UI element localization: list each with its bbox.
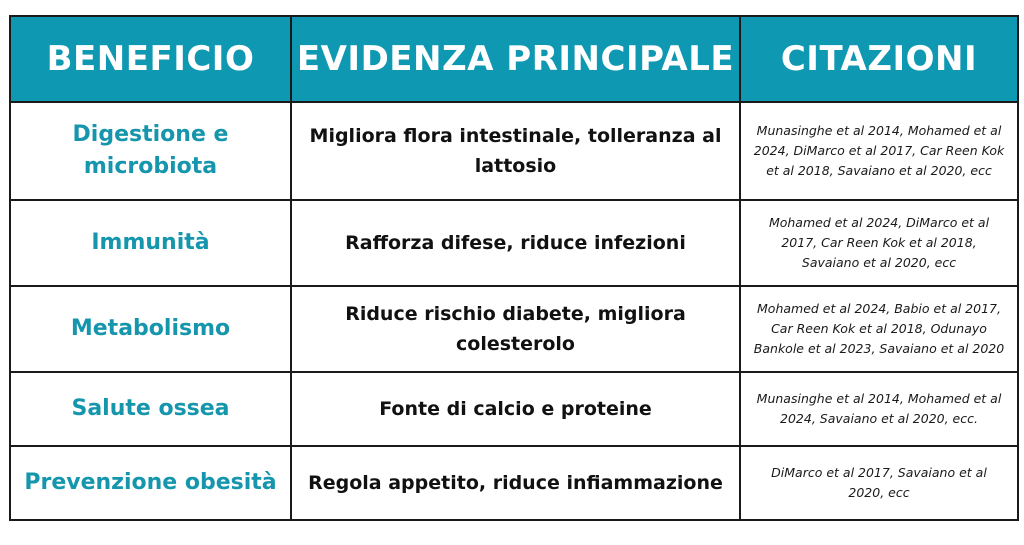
evidence-cell: Regola appetito, riduce infiammazione bbox=[291, 446, 740, 520]
evidence-cell: Fonte di calcio e proteine bbox=[291, 372, 740, 446]
evidence-cell: Riduce rischio diabete, migliora colesterolo bbox=[291, 286, 740, 372]
evidence-cell: Rafforza difese, riduce infezioni bbox=[291, 200, 740, 286]
table-row bbox=[10, 286, 1018, 372]
benefit-cell: Prevenzione obesità bbox=[10, 446, 291, 520]
benefit-cell: Immunità bbox=[10, 200, 291, 286]
benefit-cell: Salute ossea bbox=[10, 372, 291, 446]
table-body bbox=[10, 102, 1018, 520]
citations-cell: Munasinghe et al 2014, Mohamed et al 2024, DiMarco et al 2017, Car Reen Kok et al 2018, Savaiano et al 2020, ecc bbox=[740, 102, 1018, 200]
table-row bbox=[10, 102, 1018, 200]
table-row bbox=[10, 372, 1018, 446]
benefit-cell: Metabolismo bbox=[10, 286, 291, 372]
header-evidenza-principale: EVIDENZA PRINCIPALE bbox=[291, 16, 740, 102]
header-citazioni: CITAZIONI bbox=[740, 16, 1018, 102]
header-beneficio: BENEFICIO bbox=[10, 16, 291, 102]
table-row bbox=[10, 200, 1018, 286]
citations-cell: DiMarco et al 2017, Savaiano et al 2020, ecc bbox=[740, 446, 1018, 520]
citations-cell: Mohamed et al 2024, Babio et al 2017, Car Reen Kok et al 2018, Odunayo Bankole et al 2023, Savaiano et al 2020 bbox=[740, 286, 1018, 372]
table-header bbox=[10, 16, 1018, 102]
table-row bbox=[10, 446, 1018, 520]
citations-cell: Mohamed et al 2024, DiMarco et al 2017, Car Reen Kok et al 2018, Savaiano et al 2020, ecc bbox=[740, 200, 1018, 286]
benefit-cell: Digestione e microbiota bbox=[10, 102, 291, 200]
benefits-table bbox=[9, 15, 1019, 521]
citations-cell: Munasinghe et al 2014, Mohamed et al 2024, Savaiano et al 2020, ecc. bbox=[740, 372, 1018, 446]
evidence-cell: Migliora flora intestinale, tolleranza al lattosio bbox=[291, 102, 740, 200]
header-row bbox=[10, 16, 1018, 102]
